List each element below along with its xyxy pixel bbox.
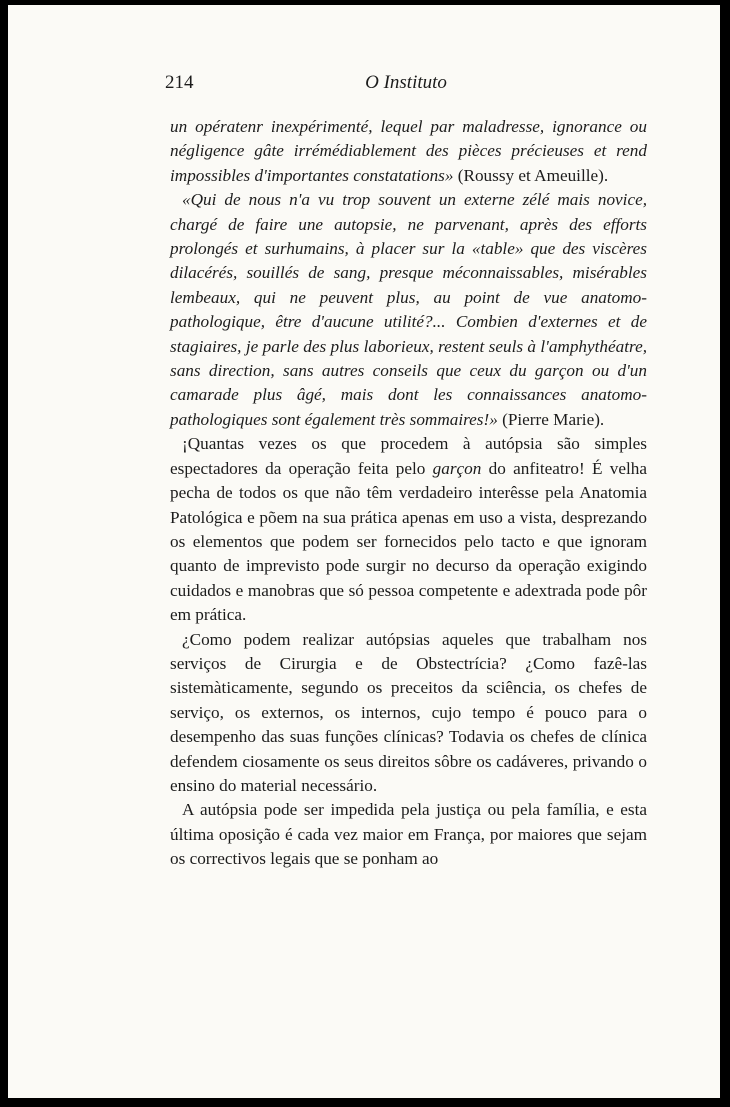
paragraph-3-text-start: ¡Quantas vezes os que procedem à autópsia são simples espectadores da operação feita pelo (170, 434, 647, 478)
paragraph-2 (170, 188, 647, 432)
french-quote-2: «Qui de nous n'a vu trop souvent un externe zélé mais novice, chargé de faire une autopsie, ne parvenant, après des efforts prolongés et surhumains, à placer sur la «table» que des viscères dilacérés, souillés de sang, presque méconnaissables, misérables lembeaux, qui ne peuvent plus, au point de vue anatomo-pathologique, être d'aucune utilité?... Combien d'externes et de stagiaires, je parle des plus laborieux, restent seuls à l'amphythéatre, sans direction, sans autres conseils que ceux du garçon ou d'un camarade plus âgé, mais dont les connaissances anatomo-pathologiques sont également très sommaires!» (170, 190, 647, 429)
paragraph-3-italic-word: garçon (432, 458, 482, 478)
paragraph-3 (170, 432, 647, 627)
quote-attribution-1: (Roussy et Ameuille). (453, 165, 609, 185)
paragraph-3-text-end: do anfiteatro! É velha pecha de todos os que não têm verdadeiro interêsse pela Anatomia Patológica e põem na sua prática apenas em uso a vista, desprezando os elementos que podem ser fornecidos pelo tacto e que ignoram quanto de imprevisto pode surgir no decurso da operação exigindo cuidados e manobras que só pessoa competente e adextrada pode pôr em prática. (170, 458, 647, 625)
book-page (8, 5, 720, 1098)
body-text (170, 115, 647, 872)
page-number: 214 (165, 72, 194, 93)
page-header (165, 72, 647, 98)
paragraph-5: A autópsia pode ser impedida pela justiça ou pela família, e esta última oposição é cada vez maior em França, por maiores que sejam os correctivos legais que se ponham ao (170, 800, 647, 869)
paragraph-4: ¿Como podem realizar autópsias aqueles que trabalham nos serviços de Cirurgia e de Obstectrícia? ¿Como fazê-las sistemàticamente, segundo os preceitos da sciência, os chefes de serviço, os externos, os internos, cujo tempo é pouco para o desempenho das suas funções clínicas? Todavia os chefes de clínica defendem ciosamente os seus direitos sôbre os cadáveres, privando o ensino do material necessário. (170, 629, 647, 795)
quote-attribution-2: (Pierre Marie). (497, 409, 605, 429)
running-title: O Instituto (365, 72, 447, 93)
paragraph-1 (170, 115, 647, 188)
french-quote-1: un opératenr inexpérimenté, lequel par maladresse, ignorance ou négligence gâte irrémédiablement des pièces précieuses et rend impossibles d'importantes constatations» (170, 117, 647, 185)
